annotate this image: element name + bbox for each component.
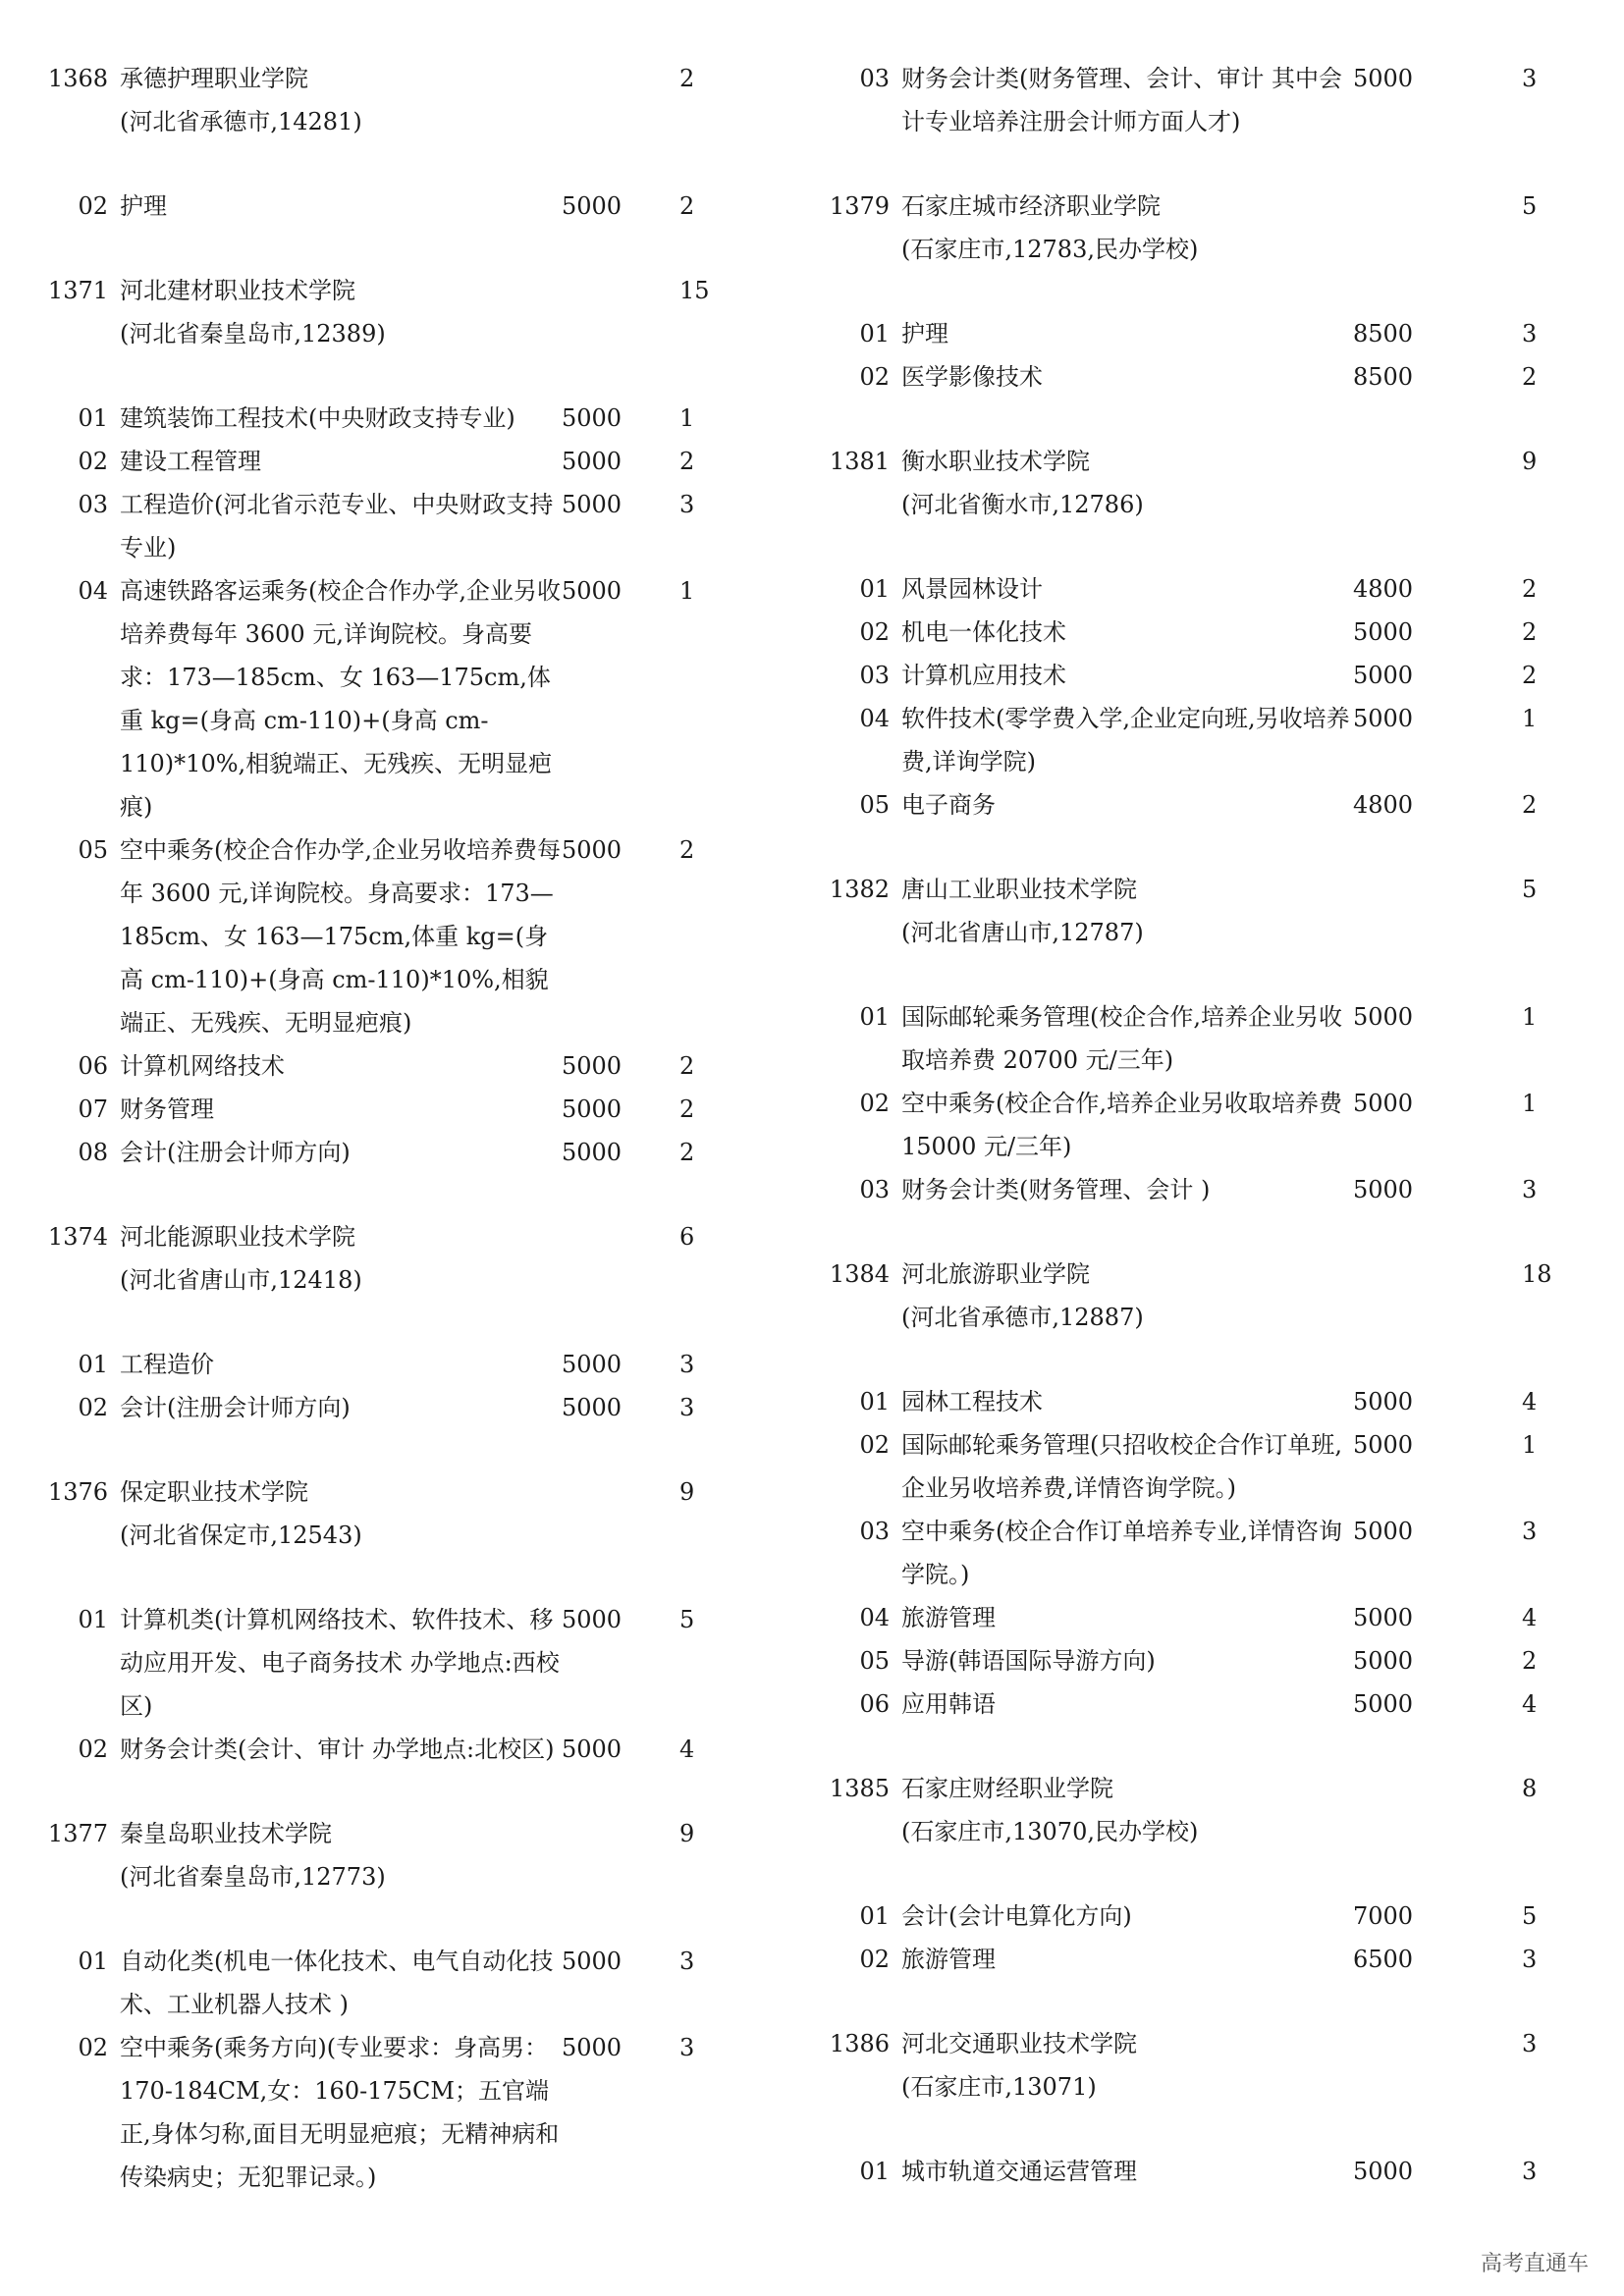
major-code: 02 [859,1090,890,1117]
major-row [43,185,789,228]
major-fee: 8500 [1353,363,1414,391]
major-code: 01 [859,2158,890,2185]
major-code: 01 [859,1388,890,1415]
major-row [43,1044,789,1088]
major-name: 财务会计类(会计、审计 办学地点:北校区) [120,1735,555,1763]
major-code: 02 [78,1735,108,1763]
spacer [825,2109,1591,2150]
institution-row [825,2022,1591,2065]
major-code: 02 [859,1431,890,1459]
major-row [43,1131,789,1174]
major-fee: 5000 [1353,1690,1414,1718]
major-name: 计算机应用技术 [901,662,1066,689]
major-quota: 2 [1522,618,1538,646]
institution-block [43,1215,789,1470]
major-fee: 5000 [562,836,623,864]
institution-quota: 9 [679,1820,695,1847]
major-row [825,57,1591,143]
major-row [825,697,1591,783]
major-quota: 3 [679,2034,695,2061]
major-row [43,569,789,828]
major-row [43,440,789,483]
major-quota: 3 [1522,1946,1538,1973]
institution-location: (河北省唐山市,12418) [120,1266,362,1294]
major-fee: 5000 [1353,1647,1414,1675]
institution-location: (河北省承德市,12887) [901,1304,1144,1331]
major-fee: 5000 [562,1139,623,1166]
institution-row [825,1253,1591,1296]
major-fee: 5000 [562,491,623,518]
major-fee: 5000 [562,1095,623,1123]
institution-name: 衡水职业技术学院 [901,448,1090,475]
institution-location: (河北省衡水市,12786) [901,491,1144,518]
major-quota: 1 [1522,1431,1538,1459]
institution-name: 保定职业技术学院 [120,1478,308,1506]
major-name: 财务会计类(财务管理、会计、审计 其中会计专业培养注册会计师方面人才) [901,65,1342,135]
major-fee: 4800 [1353,575,1414,603]
major-name: 城市轨道交通运营管理 [901,2158,1137,2185]
institution-block [825,1253,1591,1767]
institution-row [825,1767,1591,1810]
major-fee: 6500 [1353,1946,1414,1973]
major-fee: 8500 [1353,320,1414,347]
major-fee: 5000 [562,448,623,475]
institution-block [43,269,789,1215]
major-fee: 5000 [1353,1388,1414,1415]
major-row [43,1343,789,1386]
spacer [43,143,789,185]
major-quota: 3 [1522,2158,1538,2185]
major-name: 医学影像技术 [901,363,1043,391]
institution-code: 1384 [829,1260,890,1288]
institution-name: 河北交通职业技术学院 [901,2030,1137,2057]
institution-block [43,1470,789,1812]
major-row [43,1728,789,1771]
institution-block [825,57,1591,185]
institution-code: 1371 [47,277,108,304]
spacer [825,271,1591,312]
institution-location: (河北省承德市,14281) [120,108,362,135]
major-row [825,1168,1591,1211]
institution-location-row [43,1855,789,1898]
institution-row [43,1470,789,1514]
institution-block [43,1812,789,2199]
major-quota: 3 [1522,1518,1538,1545]
major-name: 空中乘务(校企合作订单培养专业,详情咨询学院。) [901,1518,1342,1588]
major-code: 01 [78,1948,108,1975]
major-name: 会计(注册会计师方向) [120,1139,351,1166]
institution-location-row [825,1810,1591,1853]
major-fee: 5000 [1353,662,1414,689]
major-name: 工程造价(河北省示范专业、中央财政支持专业) [120,491,554,561]
major-fee: 4800 [1353,791,1414,819]
major-quota: 2 [1522,662,1538,689]
major-row [825,1938,1591,1981]
spacer [825,1726,1591,1767]
major-quota: 1 [679,404,695,432]
major-row [825,1639,1591,1682]
major-row [43,2026,789,2199]
spacer [43,1557,789,1598]
major-fee: 5000 [562,404,623,432]
spacer [43,1174,789,1215]
institution-block [43,57,789,269]
institution-location: (河北省保定市,12543) [120,1522,362,1549]
watermark: 高考直通车 [1480,2252,1589,2276]
institution-location: (石家庄市,12783,民办学校) [901,236,1199,263]
major-name: 机电一体化技术 [901,618,1066,646]
spacer [825,526,1591,567]
major-fee: 5000 [1353,705,1414,732]
major-quota: 2 [1522,791,1538,819]
major-row [825,312,1591,355]
spacer [825,827,1591,868]
major-name: 空中乘务(乘务方向)(专业要求：身高男：170-184CM,女：160-175CM；五官端正,身体匀称,面目无明显疤痕；无精神病和传染病史；无犯罪记录。) [120,2034,560,2191]
major-name: 财务管理 [120,1095,214,1123]
major-fee: 5000 [562,192,623,220]
major-quota: 3 [1522,320,1538,347]
institution-name: 石家庄城市经济职业学院 [901,192,1161,220]
institution-block [825,1767,1591,2022]
institution-row [43,1812,789,1855]
major-quota: 5 [679,1606,695,1633]
major-name: 旅游管理 [901,1604,996,1631]
major-name: 会计(注册会计师方向) [120,1394,351,1421]
spacer [825,1211,1591,1253]
major-fee: 5000 [1353,1176,1414,1203]
major-quota: 4 [1522,1388,1538,1415]
institution-code: 1386 [829,2030,890,2057]
major-code: 04 [78,577,108,605]
major-code: 07 [78,1095,108,1123]
major-row [825,1082,1591,1168]
major-name: 应用韩语 [901,1690,996,1718]
institution-location-row [43,1514,789,1557]
major-fee: 5000 [562,577,623,605]
major-code: 06 [78,1052,108,1080]
institution-row [43,57,789,100]
major-quota: 3 [679,1948,695,1975]
major-quota: 3 [1522,1176,1538,1203]
major-row [43,1940,789,2026]
institution-quota: 2 [679,65,695,92]
major-code: 01 [78,1351,108,1378]
spacer [825,1853,1591,1895]
institution-location-row [43,1258,789,1302]
major-name: 会计(会计电算化方向) [901,1902,1132,1930]
major-fee: 5000 [1353,1518,1414,1545]
major-row [825,567,1591,611]
major-row [825,783,1591,827]
institution-name: 河北建材职业技术学院 [120,277,355,304]
spacer [825,1339,1591,1380]
major-fee: 5000 [1353,1604,1414,1631]
major-fee: 5000 [1353,1431,1414,1459]
major-code: 04 [859,1604,890,1631]
major-row [825,2150,1591,2193]
institution-name: 秦皇岛职业技术学院 [120,1820,332,1847]
major-fee: 5000 [1353,1003,1414,1031]
major-row [43,1088,789,1131]
major-quota: 1 [1522,1003,1538,1031]
institution-code: 1377 [47,1820,108,1847]
major-fee: 5000 [562,1948,623,1975]
major-fee: 5000 [562,1351,623,1378]
major-name: 自动化类(机电一体化技术、电气自动化技术、工业机器人技术 ) [120,1948,554,2018]
major-name: 旅游管理 [901,1946,996,1973]
institution-location-row [825,483,1591,526]
major-fee: 7000 [1353,1902,1414,1930]
major-code: 01 [859,1003,890,1031]
major-fee: 5000 [562,1394,623,1421]
institution-code: 1385 [829,1775,890,1802]
spacer [43,1898,789,1940]
institution-row [825,185,1591,228]
spacer [825,399,1591,440]
major-fee: 5000 [562,1735,623,1763]
institution-code: 1379 [829,192,890,220]
major-name: 风景园林设计 [901,575,1043,603]
spacer [825,143,1591,185]
major-quota: 4 [679,1735,695,1763]
institution-block [825,185,1591,440]
institution-name: 河北旅游职业学院 [901,1260,1090,1288]
institution-quota: 15 [679,277,710,304]
major-code: 01 [859,1902,890,1930]
major-quota: 1 [1522,1090,1538,1117]
major-row [43,1386,789,1429]
institution-location: (河北省唐山市,12787) [901,919,1144,946]
major-row [825,995,1591,1082]
institution-code: 1368 [47,65,108,92]
major-code: 03 [78,491,108,518]
institution-quota: 9 [1522,448,1538,475]
institution-quota: 18 [1522,1260,1552,1288]
institution-row [43,269,789,312]
major-fee: 5000 [562,2034,623,2061]
institution-location: (石家庄市,13071) [901,2073,1097,2101]
institution-block [825,2022,1591,2193]
major-code: 01 [859,320,890,347]
major-code: 05 [859,1647,890,1675]
major-name: 国际邮轮乘务管理(校企合作,培养企业另收取培养费 20700 元/三年) [901,1003,1342,1074]
major-name: 导游(韩语国际导游方向) [901,1647,1156,1675]
major-code: 02 [859,363,890,391]
major-quota: 2 [679,1139,695,1166]
major-code: 03 [859,662,890,689]
major-code: 01 [859,575,890,603]
major-quota: 2 [679,192,695,220]
major-name: 空中乘务(校企合作,培养企业另收取培养费 15000 元/三年) [901,1090,1342,1160]
major-quota: 3 [679,1394,695,1421]
major-row [825,1423,1591,1510]
left-column [43,57,789,2199]
major-name: 工程造价 [120,1351,214,1378]
major-code: 05 [78,836,108,864]
major-row [825,1596,1591,1639]
major-quota: 4 [1522,1690,1538,1718]
right-column [825,57,1591,2193]
major-quota: 2 [679,836,695,864]
major-row [43,397,789,440]
major-code: 02 [859,618,890,646]
institution-location-row [43,100,789,143]
institution-code: 1381 [829,448,890,475]
major-fee: 5000 [562,1052,623,1080]
major-fee: 5000 [562,1606,623,1633]
institution-row [825,440,1591,483]
major-quota: 2 [1522,363,1538,391]
major-name: 国际邮轮乘务管理(只招收校企合作订单班,企业另收培养费,详情咨询学院。) [901,1431,1342,1502]
major-name: 园林工程技术 [901,1388,1043,1415]
major-row [825,611,1591,654]
major-quota: 2 [679,1095,695,1123]
institution-name: 唐山工业职业技术学院 [901,876,1137,903]
major-fee: 5000 [1353,618,1414,646]
spacer [43,1429,789,1470]
major-row [825,1895,1591,1938]
spacer [825,1981,1591,2022]
major-fee: 5000 [1353,1090,1414,1117]
major-code: 03 [859,1518,890,1545]
major-quota: 1 [1522,705,1538,732]
institution-code: 1376 [47,1478,108,1506]
major-quota: 2 [1522,1647,1538,1675]
major-code: 01 [78,404,108,432]
major-name: 电子商务 [901,791,996,819]
institution-quota: 5 [1522,192,1538,220]
major-code: 02 [78,448,108,475]
institution-location-row [825,911,1591,954]
major-name: 建筑装饰工程技术(中央财政支持专业) [120,404,515,432]
institution-location: (河北省秦皇岛市,12389) [120,320,386,347]
spacer [43,355,789,397]
major-quota: 5 [1522,1902,1538,1930]
major-row [825,355,1591,399]
major-name: 护理 [901,320,948,347]
major-name: 软件技术(零学费入学,企业定向班,另收培养费,详询学院) [901,705,1350,775]
major-quota: 1 [679,577,695,605]
institution-block [825,868,1591,1253]
major-name: 护理 [120,192,167,220]
institution-name: 石家庄财经职业学院 [901,1775,1113,1802]
spacer [43,1302,789,1343]
major-name: 高速铁路客运乘务(校企合作办学,企业另收培养费每年 3600 元,详询院校。身高要求：173—185cm、女 163—175cm,体重 kg=(身高 cm-110)+(身高 cm-110)*10%,相貌端正、无残疾、无明显疤痕) [120,577,561,821]
major-code: 02 [78,192,108,220]
major-quota: 2 [679,448,695,475]
major-code: 06 [859,1690,890,1718]
major-quota: 3 [679,491,695,518]
major-code: 04 [859,705,890,732]
institution-code: 1374 [47,1223,108,1251]
institution-name: 河北能源职业技术学院 [120,1223,355,1251]
institution-location-row [825,1296,1591,1339]
major-name: 财务会计类(财务管理、会计 ) [901,1176,1211,1203]
major-quota: 2 [679,1052,695,1080]
major-code: 02 [859,1946,890,1973]
major-row [825,1380,1591,1423]
major-quota: 4 [1522,1604,1538,1631]
institution-location: (河北省秦皇岛市,12773) [120,1863,386,1891]
major-code: 02 [78,2034,108,2061]
major-quota: 3 [1522,65,1538,92]
major-row [43,828,789,1044]
major-fee: 5000 [1353,65,1414,92]
major-code: 03 [859,65,890,92]
major-code: 02 [78,1394,108,1421]
institution-location-row [43,312,789,355]
spacer [825,954,1591,995]
major-quota: 2 [1522,575,1538,603]
institution-name: 承德护理职业学院 [120,65,308,92]
institution-location-row [825,228,1591,271]
major-name: 计算机类(计算机网络技术、软件技术、移动应用开发、电子商务技术 办学地点:西校区) [120,1606,560,1720]
major-row [825,1682,1591,1726]
major-quota: 3 [679,1351,695,1378]
institution-row [43,1215,789,1258]
major-code: 01 [78,1606,108,1633]
major-name: 计算机网络技术 [120,1052,285,1080]
institution-quota: 8 [1522,1775,1538,1802]
major-row [825,1510,1591,1596]
major-code: 08 [78,1139,108,1166]
major-row [43,1598,789,1728]
institution-row [825,868,1591,911]
spacer [43,1771,789,1812]
major-name: 建设工程管理 [120,448,261,475]
institution-block [825,440,1591,868]
institution-quota: 3 [1522,2030,1538,2057]
major-name: 空中乘务(校企合作办学,企业另收培养费每年 3600 元,详询院校。身高要求：173—185cm、女 163—175cm,体重 kg=(身高 cm-110)+(身高 cm-110)*10%,相貌端正、无残疾、无明显疤痕) [120,836,561,1037]
institution-location: (石家庄市,13070,民办学校) [901,1818,1199,1845]
major-row [825,654,1591,697]
major-row [43,483,789,569]
major-fee: 5000 [1353,2158,1414,2185]
major-code: 03 [859,1176,890,1203]
institution-quota: 9 [679,1478,695,1506]
major-code: 05 [859,791,890,819]
institution-code: 1382 [829,876,890,903]
institution-location-row [825,2065,1591,2109]
institution-quota: 5 [1522,876,1538,903]
institution-quota: 6 [679,1223,695,1251]
spacer [43,228,789,269]
